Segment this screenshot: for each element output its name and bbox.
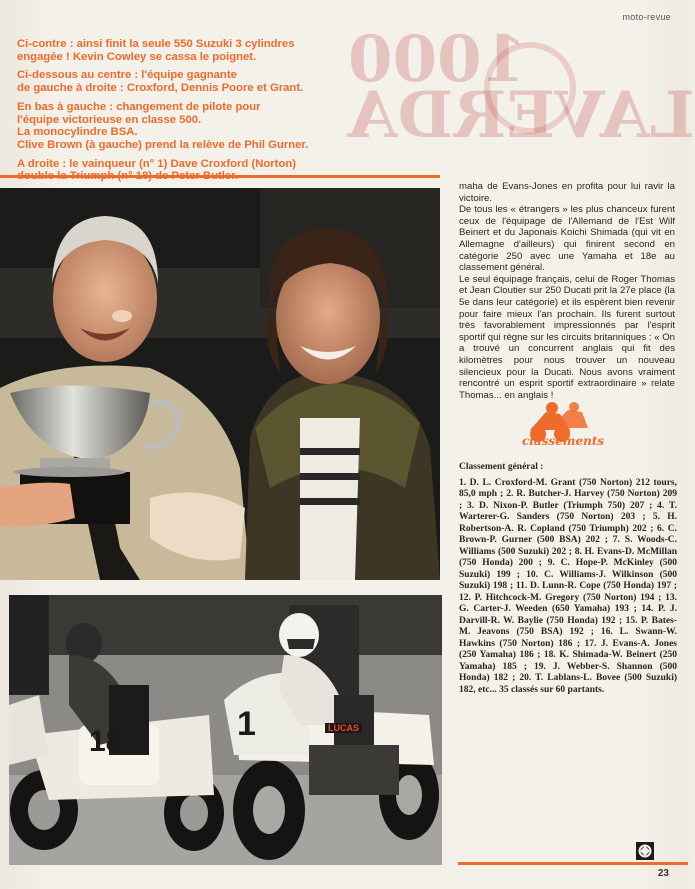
end-of-article-icon [636,842,654,860]
article-paragraph: Le seul équipage français, celui de Roger Thomas et Jean Cloutier sur 250 Ducati prit la 27e place (la 5e dans leur catégorie) et ils espèrent bien revenir pour faire mieux l'an prochain. Ils furent surtout très favorablement impressionnés par l'esprit sportif qui règne sur les circuits britanniques : « On a trouvé un concurrent anglais qui fit des kilomètres pour nous trouver un nouveau silencieux pour la Ducati. Nous avons vraiment rencontré un esprit sportif extraordinaire » relate Thomas... en anglais ! [459,273,675,401]
photo-winning-team [0,188,440,580]
footer-rule [458,862,688,865]
article-text [459,181,675,401]
classements-logo [516,400,608,452]
orange-divider [0,175,440,178]
bike-number-18: 18 [89,725,123,758]
caption: Ci-contre : ainsi finit la seule 550 Suzuki 3 cylindres engagée ! Kevin Cowley se cassa le poignet. [17,38,295,63]
caption: Ci-dessous au centre : l'équipe gagnante de gauche à droite : Croxford, Dennis Poore et Grant. [17,69,304,95]
photo-captions [17,38,347,189]
article-paragraph: maha de Evans-Jones en profita pour lui ravir la victoire. [459,181,675,204]
ghost-ad-line2: LAVERDA [348,78,695,153]
ghost-ad-text [348,22,695,153]
sponsor-decal: LUCAS [325,723,362,733]
photo-race-overtake-image [9,595,442,865]
bike-number-1: 1 [237,705,256,743]
results-body: 1. D. L. Croxford-M. Grant (750 Norton) 212 tours, 85,0 mph ; 2. R. Butcher-J. Harvey (750 Norton) 209 ; 3. D. Nixon-P. Butler (Triumph 750) 207 ; 4. T. Warterer-G. Sanders (750 Norton) 203 ; 5. H. Robertson-A. R. Copland (750 Triumph) 202 ; 6. C. Brown-P. Gurner (500 BSA) 202 ; 7. S. Woods-C. Williams (500 Suzuki) 202 ; 8. H. Evans-D. McMillan (750 Honda) 200 ; 9. C. Hope-P. McKinley (500 Suzuki) 199 ; 10. C. Williams-J. Wilkinson (500 Suzuki) 198 ; 11. D. Lunn-R. Cope (750 Honda) 197 ; 12. P. Hitchcock-M. Gregory (750 Norton) 194 ; 13. G. Carter-J. Weeden (650 Yamaha) 193 ; 14. P. J. Darvill-R. W. Baylie (750 Honda) 192 ; 15. P. Bates-M. Jeavons (750 BSA) 192 ; 16. L. Swann-W. Hawkins (750 Norton) 186 ; 17. J. Evans-A. Jones (250 Yamaha) 186 ; 18. K. Shimada-W. Beinert (250 Yamaha) 185 ; 19. J. Webber-S. Shannon (500 Honda) 182 ; 20. T. Lablans-L. Bovee (500 Suzuki) 182, etc... 35 classés sur 60 partants. [459,477,677,695]
ghost-ad-line1: 1000 [348,22,527,97]
results-list [459,462,677,696]
page-number: 23 [657,868,669,879]
background-ad-ghost [348,22,695,172]
results-title: Classement général : [459,462,544,472]
classements-label: classements [522,434,605,448]
photo-race-overtake [9,595,442,865]
article-paragraph: De tous les « étrangers » les plus chanceux furent ceux de l'équipage de l'Allemand de l'Est Wilf Beinert et du Japonais Koichi Shimada (qui vit en Allemagne d'ailleurs) qui finirent second en catégorie 250 avec une Yamaha et 18e au classement général. [459,204,675,274]
publication-name: moto-revue [622,12,671,22]
end-mark-glyph [636,842,654,860]
photo-winning-team-image [0,188,440,580]
caption: A droite : le vainqueur (n° 1) Dave Croxford (Norton) [17,157,297,170]
caption: En bas à gauche : changement de pilote pour l'équipe victorieuse en classe 500. La monocylindre BSA. Clive Brown (à gauche) prend la relève de Phil Gurner. [17,100,309,151]
